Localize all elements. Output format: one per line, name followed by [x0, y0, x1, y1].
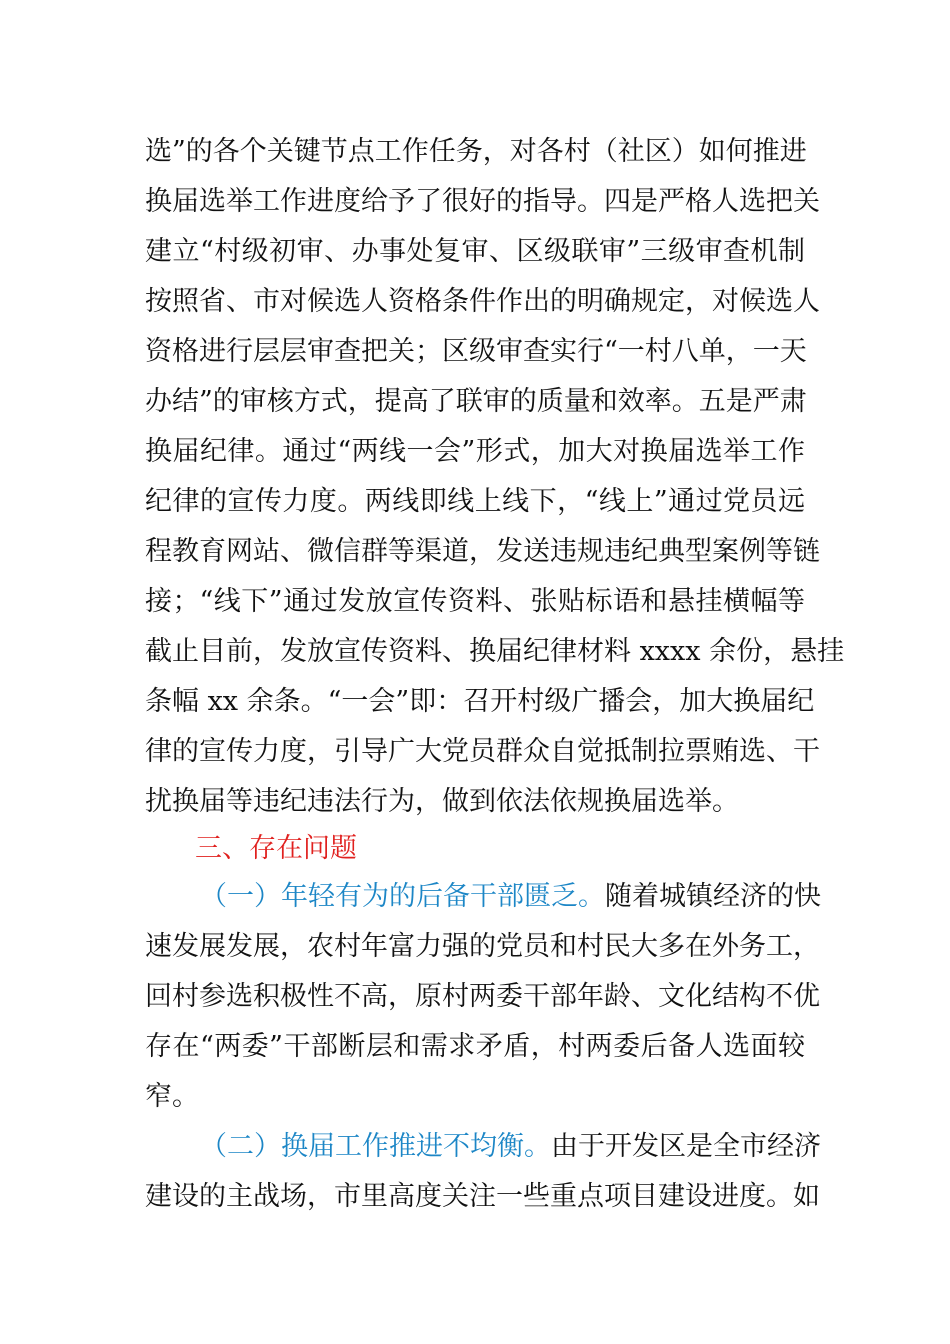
body-line: 条幅 xx 余条。“一会”即：召开村级广播会，加大换届纪 — [145, 686, 815, 717]
body-line: 扰换届等违纪违法行为，做到依法依规换届选举。 — [145, 786, 739, 817]
subsection-text: 由于开发区是全市经济 — [551, 1131, 821, 1162]
body-line: 资格进行层层审查把关；区级审查实行“一村八单，一天 — [145, 336, 807, 367]
body-line: 程教育网站、微信群等渠道，发送违规违纪典型案例等链 — [145, 536, 820, 567]
subsection-first-line — [200, 877, 821, 917]
body-line: 办结”的审核方式，提高了联审的质量和效率。五是严肃 — [145, 386, 807, 417]
body-line: 存在“两委”干部断层和需求矛盾，村两委后备人选面较 — [145, 1031, 805, 1062]
subsection-text: 随着城镇经济的快 — [605, 881, 821, 912]
body-line: 律的宣传力度，引导广大党员群众自觉抵制拉票贿选、干 — [145, 736, 820, 767]
body-line: 选”的各个关键节点工作任务，对各村（社区）如何推进 — [145, 136, 807, 167]
body-line: 建设的主战场，市里高度关注一些重点项目建设进度。如 — [145, 1181, 820, 1212]
body-line: 纪律的宣传力度。两线即线上线下，“线上”通过党员远 — [145, 486, 805, 517]
body-line: 按照省、市对候选人资格条件作出的明确规定，对候选人 — [145, 286, 820, 317]
subsection-title: （一）年轻有为的后备干部匮乏。 — [200, 881, 605, 912]
subsection-first-line — [200, 1127, 821, 1167]
body-line: 速发展发展，农村年富力强的党员和村民大多在外务工， — [145, 931, 820, 962]
body-line: 接；“线下”通过发放宣传资料、张贴标语和悬挂横幅等 — [145, 586, 805, 617]
body-line: 回村参选积极性不高，原村两委干部年龄、文化结构不优 — [145, 981, 820, 1012]
body-line: 建立“村级初审、办事处复审、区级联审”三级审查机制 — [145, 236, 805, 267]
body-line: 窄。 — [145, 1081, 199, 1112]
section-heading: 三、存在问题 — [195, 833, 357, 864]
body-line: 换届纪律。通过“两线一会”形式，加大对换届选举工作 — [145, 436, 805, 467]
body-line: 换届选举工作进度给予了很好的指导。四是严格人选把关 — [145, 186, 820, 217]
subsection-title: （二）换届工作推进不均衡。 — [200, 1131, 551, 1162]
body-line: 截止目前，发放宣传资料、换届纪律材料 xxxx 余份，悬挂 — [145, 636, 845, 667]
